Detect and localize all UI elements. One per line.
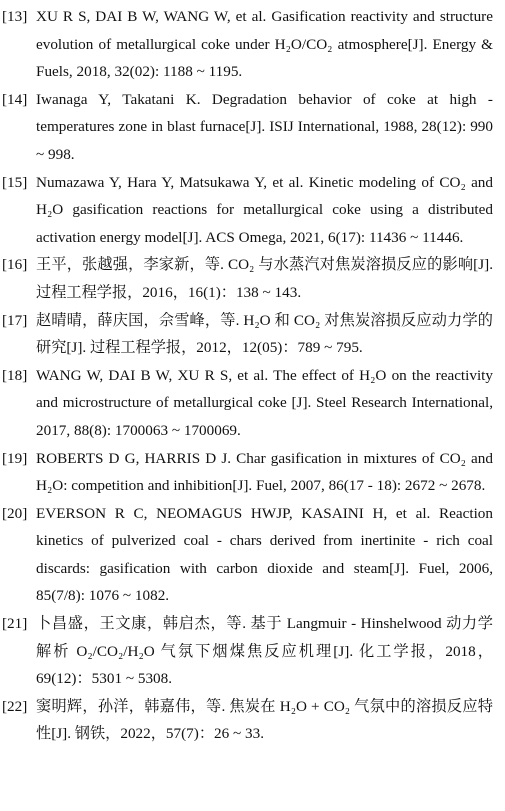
reference-number: [14] bbox=[2, 90, 28, 108]
reference-text: 王平，张越强，李家新，等. CO₂ 与水蒸汽对焦炭溶损反应的影响[J]. 过程工程学报，2016，16(1)：138 ~ 143. bbox=[36, 256, 493, 301]
reference-number: [22] bbox=[2, 697, 28, 715]
reference-text: EVERSON R C, NEOMAGUS HWJP, KASAINI H, et al. Reaction kinetics of pulverized coal - chars derived from inertinite - rich coal discards: gasification with carbon dioxide and steam[J]. Fuel, 2006, 85(7/8): 1076 ~ 1082. bbox=[36, 504, 493, 605]
reference-number: [15] bbox=[2, 173, 28, 191]
reference-number: [18] bbox=[2, 366, 28, 384]
reference-item bbox=[0, 251, 505, 306]
reference-text: 卜昌盛，王文康，韩启杰，等. 基于 Langmuir - Hinshelwood 动力学解析 O₂/CO₂/H₂O 气氛下烟煤焦反应机理[J]. 化工学报，2018，69(12)：5301 ~ 5308. bbox=[36, 615, 493, 688]
reference-number: [21] bbox=[2, 615, 28, 633]
reference-item bbox=[0, 86, 505, 169]
reference-text: Numazawa Y, Hara Y, Matsukawa Y, et al. Kinetic modeling of CO₂ and H₂O gasification reactions for metallurgical coke using a distributed activation energy model[J]. ACS Omega, 2021, 6(17): 11436 ~ 11446. bbox=[36, 173, 493, 246]
reference-item bbox=[0, 169, 505, 252]
reference-item bbox=[0, 445, 505, 500]
reference-number: [13] bbox=[2, 8, 28, 25]
reference-text: Iwanaga Y, Takatani K. Degradation behavior of coke at high - temperatures zone in blast furnace[J]. ISIJ International, 1988, 28(12): 990 ~ 998. bbox=[36, 90, 493, 163]
reference-number: [17] bbox=[2, 311, 28, 329]
reference-item bbox=[0, 610, 505, 693]
reference-list bbox=[0, 3, 505, 811]
reference-item bbox=[0, 500, 505, 610]
reference-number: [19] bbox=[2, 449, 28, 467]
reference-item bbox=[0, 693, 505, 748]
reference-number: [16] bbox=[2, 256, 28, 274]
reference-item bbox=[0, 362, 505, 445]
reference-text: WANG W, DAI B W, XU R S, et al. The effect of H₂O on the reactivity and microstructure of metallurgical coke [J]. Steel Research International, 2017, 88(8): 1700063 ~ 1700069. bbox=[36, 366, 493, 439]
reference-item bbox=[0, 3, 505, 86]
reference-text: 窦明辉，孙洋，韩嘉伟，等. 焦炭在 H₂O + CO₂ 气氛中的溶损反应特性[J]. 钢铁，2022，57(7)：26 ~ 33. bbox=[36, 697, 493, 743]
reference-text: 赵晴晴，薛庆国，佘雪峰，等. H₂O 和 CO₂ 对焦炭溶损反应动力学的研究[J]. 过程工程学报，2012，12(05)：789 ~ 795. bbox=[36, 311, 493, 357]
reference-text: XU R S, DAI B W, WANG W, et al. Gasification reactivity and structure evolution of metallurgical coke under H₂O/CO₂ atmosphere[J]. Energy & Fuels, 2018, 32(02): 1188 ~ 1195. bbox=[36, 8, 493, 81]
reference-item bbox=[0, 307, 505, 362]
reference-number: [20] bbox=[2, 504, 28, 522]
reference-text: ROBERTS D G, HARRIS D J. Char gasification in mixtures of CO₂ and H₂O: competition and inhibition[J]. Fuel, 2007, 86(17 - 18): 2672 ~ 2678. bbox=[36, 449, 493, 495]
